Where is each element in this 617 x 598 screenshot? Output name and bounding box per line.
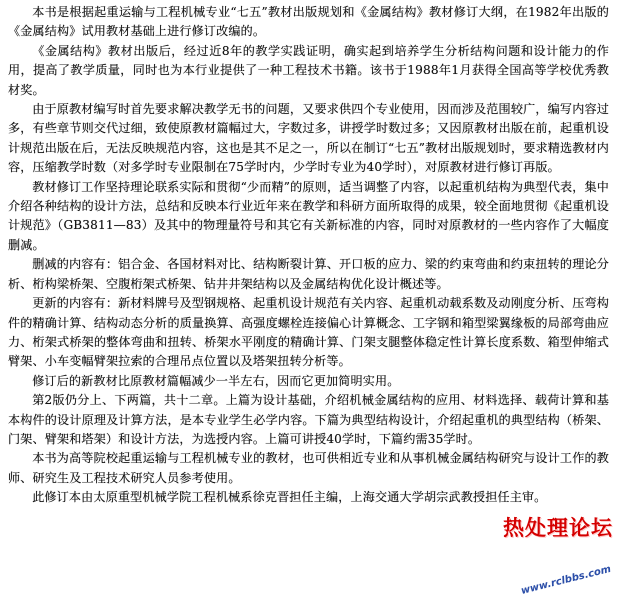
- paragraph-revision-principles: 教材修订工作坚持理论联系实际和贯彻“少而精”的原则，适当调整了内容，以起重机结构为典型代表，集中介绍各种结构的设计方法，总结和反映本行业近年来在教学和科研方面所取得的成果，较全面地贯彻《起重机设计规范》（GB3811—83）及其中的物理量符号和其它有关新标准的内容，同时对原教材的一些内容作了大幅度删减。: [8, 179, 609, 252]
- paragraph-revision-basis: 本书是根据起重运输与工程机械专业“七五”教材出版规划和《金属结构》教材修订大纲，在1982年出版的《金属结构》试用教材基础上进行修订改编的。: [8, 5, 609, 39]
- forum-watermark: [496, 513, 616, 597]
- paragraph-length-reduction: 修订后的新教材比原教材篇幅减少一半左右，因而它更加简明实用。: [32, 373, 400, 388]
- paragraph-audience: 本书为高等院校起重运输与工程机械专业的教材，也可供相近专业和从事机械金属结构研究与设计工作的教师、研究生及工程技术研究人员参考使用。: [8, 451, 609, 485]
- paragraph-book-structure: 第2版仍分上、下两篇，共十二章。上篇为设计基础，介绍机械金属结构的应用、材料选择、载荷计算和基本构件的设计原理及计算方法，是本专业学生必学内容。下篇为典型结构设计，介绍起重机的典型结构（桥架、门架、臂架和塔架）和设计方法，为选授内容。上篇可讲授40学时，下篇约需35学时。: [8, 393, 609, 446]
- watermark-url: www.rclbbs.com: [517, 562, 614, 598]
- paragraph-removed-content: 删减的内容有：铝合金、各国材料对比、结构断裂计算、开口板的应力、梁的约束弯曲和约束扭转的理论分析、桁构梁桥架、空腹桁架式桥架、钻井井架结构以及金属结构优化设计概述等。: [8, 257, 609, 291]
- paragraph-editors: 此修订本由太原重型机械学院工程机械系徐克晋担任主编，上海交通大学胡宗武教授担任主审。: [32, 490, 547, 505]
- paragraph-updated-content: 更新的内容有：新材料牌号及型钢规格、起重机设计规范有关内容、起重机动载系数及动刚度分析、压弯构件的精确计算、结构动态分析的质量换算、高强度螺栓连接偏心计算概念、工字钢和箱型梁翼缘板的局部弯曲应力、桁架式桥架的整体弯曲和扭转、桥架水平刚度的精确计算、门架支腿整体稳定性计算长度系数、箱型伸缩式臂架、小车变幅臂架拉索的合理吊点位置以及塔架扭转分析等。: [8, 296, 609, 369]
- paragraph-first-edition-impact: 《金属结构》教材出版后，经过近8年的教学实践证明，确实起到培养学生分析结构问题和设计能力的作用，提高了教学质量，同时也为本行业提供了一种工程技术书籍。该书于1988年1月获得全国高等学校优秀教材奖。: [8, 43, 609, 97]
- watermark-title: 热处理论坛: [500, 515, 616, 541]
- paragraph-revision-reasons: 由于原教材编写时首先要求解决教学无书的问题，又要求供四个专业使用，因而涉及范围较广，编写内容过多，有些章节则交代过细，致使原教材篇幅过大，字数过多，讲授学时数过多；又因原教材出版在前，起重机设计规范出版在后，无法反映规范内容，这也是其不足之一，所以在制订“七五”教材出版规划时，要求精选教材内容，压缩教学时数（对多学时专业限制在75学时内，少学时专业为40学时），对原教材进行修订再版。: [8, 102, 609, 175]
